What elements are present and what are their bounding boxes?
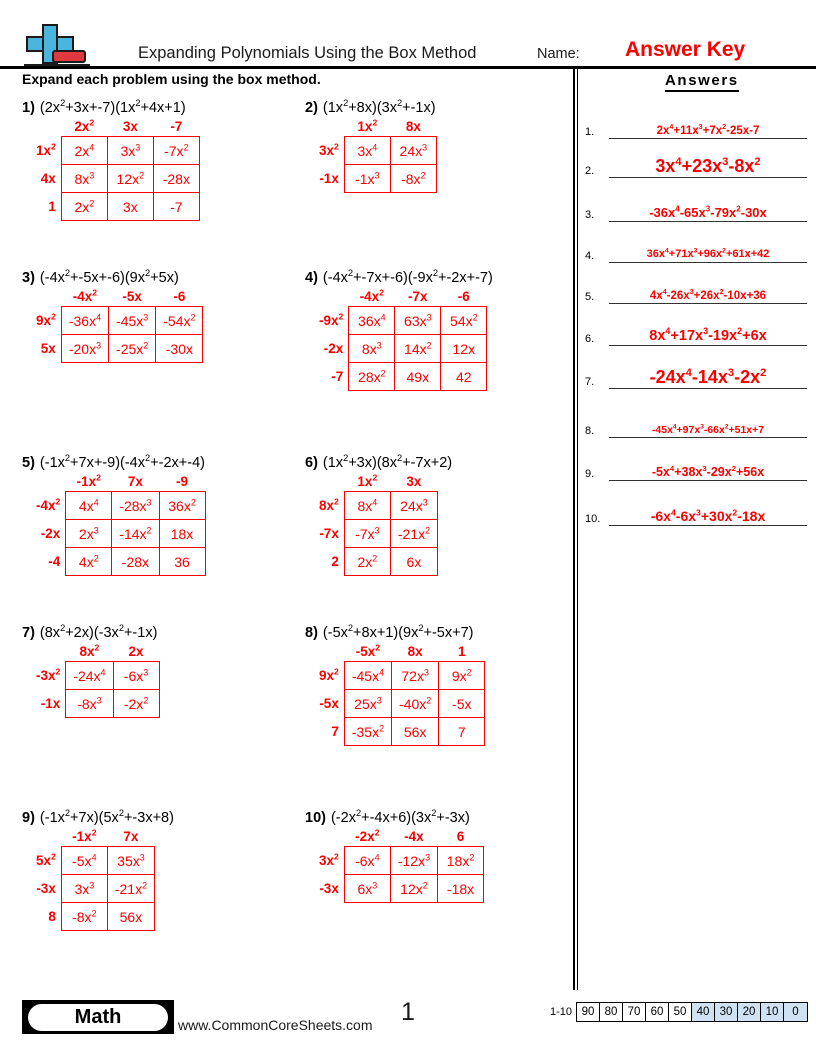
problem-expression: 9) $(-1x^2+7x)(5x^2+-3x+8)$ [22,808,174,826]
grid-row [319,335,487,363]
grid-cell: $-14x^2$ [112,520,159,548]
grid-header-row [319,828,484,847]
grid-row [319,137,436,165]
grid-row [319,875,484,903]
grid-row [319,718,485,746]
grid-corner [319,643,344,662]
grid-row [36,307,203,335]
answer-value: $3x^4+23x^3-8x^2$ [655,156,761,177]
grid-cell: $72x^3$ [392,662,439,690]
problem-expression: 6) $(1x^2+3x)(8x^2+-7x+2)$ [305,453,453,471]
grid-header-row [36,118,199,137]
problem-6 [305,455,452,576]
grid-corner [319,288,349,307]
answer-row [585,113,809,139]
grid-cell: $-1x^3$ [344,165,390,193]
grid-cell: -5x [439,690,485,718]
column-header: 8x [407,644,423,659]
grid-cell: $-36x^4$ [61,307,108,335]
answer-number: 9. [585,468,595,480]
grid-cell: 7 [439,718,485,746]
column-header: -9 [176,474,189,489]
grid-cell: $8x^3$ [349,335,395,363]
grid-row [36,165,199,193]
problem-expression: 1) $(2x^2+3x+-7)(1x^2+4x+1)$ [22,98,186,116]
grid-corner [36,473,66,492]
grid-cell: $-24x^4$ [66,662,113,690]
answer-number: 5. [585,291,595,303]
grid-cell: $-7x^3$ [344,520,390,548]
grid-cell: $2x^3$ [66,520,112,548]
answer-row [585,500,809,526]
grid-cell: $8x^4$ [344,492,390,520]
answer-row [585,196,809,222]
answer-value: $36x^4+71x^3+96x^2+61x+42$ [646,247,770,261]
grid-cell: $-2x^2$ [113,690,159,718]
column-header: -7x [408,289,428,304]
row-label: $3x^2$ [319,141,339,158]
box-method-grid [319,643,485,746]
grid-cell: $63x^3$ [395,307,441,335]
grid-cell: $-12x^3$ [390,847,437,875]
problem-number: 8) [305,625,318,641]
grid-cell: -18x [438,875,484,903]
row-label: -7x [319,526,339,541]
grid-cell: $36x^2$ [159,492,205,520]
grid-cell: $3x^4$ [344,137,390,165]
grid-cell: $-6x^4$ [344,847,390,875]
answer-row [585,412,809,438]
row-label: 5x [40,341,56,356]
row-label: 1 [48,199,56,214]
grid-corner [36,828,61,847]
grid-row [319,548,438,576]
problem-expression: 7) $(8x^2+2x)(-3x^2+-1x)$ [22,623,158,641]
answer-value: $2x^4+11x^3+7x^2-25x-7$ [656,123,760,137]
grid-header-row [319,118,436,137]
scale-cell: 70 [623,1003,646,1021]
column-header: 7x [123,829,139,844]
vertical-divider [573,68,578,990]
grid-row [319,662,485,690]
row-label: -3x [319,881,339,896]
row-label: 8 [48,909,56,924]
grid-cell: $-21x^2$ [107,875,154,903]
scale-cell: 50 [669,1003,692,1021]
problem-number: 5) [22,455,35,471]
grid-cell: $24x^3$ [390,137,436,165]
problem-expression: 5) $(-1x^2+7x+-9)(-4x^2+-2x+-4)$ [22,453,205,471]
grid-cell: $12x^2$ [107,165,153,193]
answer-number: 7. [585,376,595,388]
answer-number: 6. [585,333,595,345]
grid-cell: $-5x^4$ [61,847,107,875]
scale-cell: 80 [600,1003,623,1021]
grid-cell: $6x^3$ [344,875,390,903]
scale-cell: 0 [784,1003,807,1021]
grid-cell: $-6x^3$ [113,662,159,690]
grid-cell: $8x^3$ [61,165,107,193]
problem-expression: 4) $(-4x^2+-7x+-6)(-9x^2+-2x+-7)$ [305,268,493,286]
answer-row [585,363,809,389]
answer-row [585,455,809,481]
column-header: 2x [128,644,144,659]
scale-cell: 90 [577,1003,600,1021]
box-method-grid [319,288,487,391]
grid-cell: $-25x^2$ [109,335,156,363]
grid-cell: $-21x^2$ [390,520,437,548]
answer-key-label: Answer Key [625,38,746,61]
grid-cell: -7 [153,193,199,221]
column-header: -6 [173,289,186,304]
site-url: www.CommonCoreSheets.com [178,1017,373,1033]
grid-cell: $28x^2$ [349,363,395,391]
grading-scale [550,1002,808,1022]
problem-number: 10) [305,810,326,826]
column-header: $-1x^2$ [76,472,101,489]
name-label: Name: [537,46,580,62]
grid-cell: $-20x^3$ [61,335,108,363]
column-header: $8x^2$ [79,642,100,659]
grid-cell: $-28x^3$ [112,492,159,520]
grid-row [36,662,159,690]
column-header: 8x [405,119,421,134]
problem-7 [22,625,160,718]
grid-row [319,690,485,718]
answer-value: $4x^4-26x^3+26x^2-10x+36$ [649,288,767,302]
grid-header-row [36,828,155,847]
grid-corner [319,828,344,847]
grid-cell: 49x [395,363,441,391]
grid-cell: $2x^4$ [61,137,107,165]
row-label: -3x [36,881,56,896]
problem-3 [22,270,203,363]
answer-number: 2. [585,165,595,177]
problem-expression: 10) $(-2x^2+-4x+6)(3x^2+-3x)$ [305,808,470,826]
row-label: $3x^2$ [319,851,339,868]
grid-cell: 56x [107,903,154,931]
problem-number: 2) [305,100,318,116]
column-header: 3x [122,119,138,134]
grid-row [36,193,199,221]
grid-row [319,520,438,548]
problem-number: 4) [305,270,318,286]
grid-cell: $4x^2$ [66,548,112,576]
page-footer [0,990,816,1056]
grid-cell: $3x^3$ [107,137,153,165]
subject-label: Math [28,1004,168,1031]
grid-cell: $25x^3$ [344,690,391,718]
problem-4 [305,270,493,391]
scale-cell: 60 [646,1003,669,1021]
box-method-grid [36,288,203,363]
grid-cell: $3x^3$ [61,875,107,903]
directions-text: Expand each problem using the box method. [22,71,321,87]
column-header: 3x [406,474,422,489]
answers-heading: Answers [665,72,739,92]
column-header: 7x [127,474,143,489]
grid-cell: $-8x^3$ [66,690,113,718]
answer-number: 10. [585,513,601,525]
row-label: $-3x^2$ [36,666,61,683]
row-label: $9x^2$ [36,311,56,328]
problem-9 [22,810,174,931]
grid-row [36,690,159,718]
grid-cell: $9x^2$ [439,662,485,690]
row-label: -2x [40,526,61,541]
grid-row [36,492,205,520]
grid-cell: $24x^3$ [390,492,437,520]
grid-header-row [36,643,159,662]
column-header: -4x [404,829,424,844]
box-method-grid [36,643,160,718]
row-label: -2x [323,341,344,356]
scale-cell: 40 [692,1003,715,1021]
plus-minus-logo-icon [20,24,88,66]
grid-row [36,520,205,548]
scale-cell: 30 [715,1003,738,1021]
grid-row [319,165,436,193]
problem-number: 9) [22,810,35,826]
row-label: -1x [319,171,339,186]
answer-number: 4. [585,250,595,262]
column-header: $-2x^2$ [355,827,380,844]
grid-cell: $-7x^2$ [153,137,199,165]
answer-number: 1. [585,126,595,138]
grid-row [36,903,155,931]
column-header: $-4x^2$ [72,287,98,304]
row-label: -7 [331,369,344,384]
problem-expression: 8) $(-5x^2+8x+1)(9x^2+-5x+7)$ [305,623,474,641]
box-method-grid [36,118,200,221]
answer-value: $-24x^4-14x^3-2x^2$ [649,367,767,388]
problem-1 [22,100,200,221]
grid-row [319,363,487,391]
box-method-grid [319,828,484,903]
answer-number: 3. [585,209,595,221]
grid-cell: 6x [390,548,437,576]
answer-value: $-36x^4-65x^3-79x^2-30x$ [649,205,767,221]
grid-row [36,335,203,363]
answer-row [585,278,809,304]
row-label: -4 [48,554,61,569]
grid-cell: 56x [392,718,439,746]
grid-cell: -28x [112,548,159,576]
row-label: $8x^2$ [319,496,339,513]
box-method-grid [36,473,206,576]
grid-row [319,847,484,875]
grid-cell: $2x^2$ [344,548,390,576]
grid-header-row [36,473,205,492]
column-header: $-1x^2$ [72,827,97,844]
grid-header-row [319,288,487,307]
grid-row [319,307,487,335]
answer-row [585,152,809,178]
grid-cell: 12x [441,335,487,363]
problem-2 [305,100,437,193]
page-number: 1 [401,998,415,1026]
problem-number: 1) [22,100,35,116]
row-label: 7 [331,724,339,739]
problem-5 [22,455,206,576]
problem-number: 3) [22,270,35,286]
grid-cell: $-45x^3$ [109,307,156,335]
grid-cell: 36 [159,548,205,576]
column-header: $1x^2$ [357,472,378,489]
grid-cell: $12x^2$ [390,875,437,903]
answer-number: 8. [585,425,595,437]
answer-row [585,237,809,263]
grid-row [36,875,155,903]
problem-expression: 3) $(-4x^2+-5x+-6)(9x^2+5x)$ [22,268,179,286]
column-header: $-5x^2$ [355,642,381,659]
problem-number: 6) [305,455,318,471]
grid-corner [36,118,61,137]
scale-cell: 20 [738,1003,761,1021]
row-label: $5x^2$ [36,851,56,868]
grid-corner [319,118,344,137]
grid-cell: -30x [156,335,203,363]
column-header: 6 [456,829,465,844]
grid-header-row [36,288,203,307]
grid-header-row [319,473,438,492]
grid-cell: $36x^4$ [349,307,395,335]
row-label: $-4x^2$ [36,496,61,513]
row-label: $9x^2$ [319,666,339,683]
grid-cell: 18x [159,520,205,548]
grid-corner [36,643,66,662]
grid-row [319,492,438,520]
grid-cell: $-35x^2$ [344,718,391,746]
row-label: $-9x^2$ [319,311,344,328]
problem-8 [305,625,485,746]
scale-range-label: 1-10 [549,1006,572,1018]
answer-value: $8x^4+17x^3-19x^2+6x$ [649,325,767,344]
row-label: $1x^2$ [36,141,56,158]
grid-corner [319,473,344,492]
answer-value: $-6x^4-6x^3+30x^2-18x$ [650,507,766,525]
column-header: -6 [457,289,470,304]
grid-corner [36,288,61,307]
problem-number: 7) [22,625,35,641]
box-method-grid [319,473,438,576]
header-divider [0,66,816,69]
row-label: -1x [40,696,61,711]
column-header: 1 [458,644,466,659]
grid-cell: $-8x^2$ [61,903,107,931]
grid-row [36,137,199,165]
scale-cells [576,1002,808,1022]
problem-expression: 2) $(1x^2+8x)(3x^2+-1x)$ [305,98,436,116]
page-header [0,0,816,68]
scale-cell: 10 [761,1003,784,1021]
grid-cell: 3x [107,193,153,221]
column-header: $1x^2$ [357,117,378,134]
worksheet-title: Expanding Polynomials Using the Box Method [138,44,477,62]
grid-row [36,548,205,576]
row-label: 4x [40,171,56,186]
answer-value: $-45x^4+97x^3-66x^2+51x+7$ [651,423,765,436]
grid-cell: -28x [153,165,199,193]
grid-cell: $18x^2$ [438,847,484,875]
column-header: -7 [170,119,183,134]
grid-cell: $-54x^2$ [156,307,203,335]
problem-10 [305,810,484,903]
column-header: $2x^2$ [74,117,95,134]
grid-cell: $2x^2$ [61,193,107,221]
row-label: 2 [331,554,339,569]
box-method-grid [319,118,437,193]
grid-cell: $-40x^2$ [392,690,439,718]
box-method-grid [36,828,155,931]
grid-cell: $-45x^4$ [344,662,391,690]
grid-cell: $14x^2$ [395,335,441,363]
answer-row [585,320,809,346]
grid-cell: 42 [441,363,487,391]
column-header: -5x [122,289,142,304]
grid-row [36,847,155,875]
grid-cell: $-8x^2$ [390,165,436,193]
row-label: -5x [319,696,339,711]
grid-header-row [319,643,485,662]
grid-cell: $54x^2$ [441,307,487,335]
column-header: $-4x^2$ [359,287,384,304]
answer-value: $-5x^4+38x^3-29x^2+56x$ [651,463,765,479]
grid-cell: $35x^3$ [107,847,154,875]
grid-cell: $4x^4$ [66,492,112,520]
